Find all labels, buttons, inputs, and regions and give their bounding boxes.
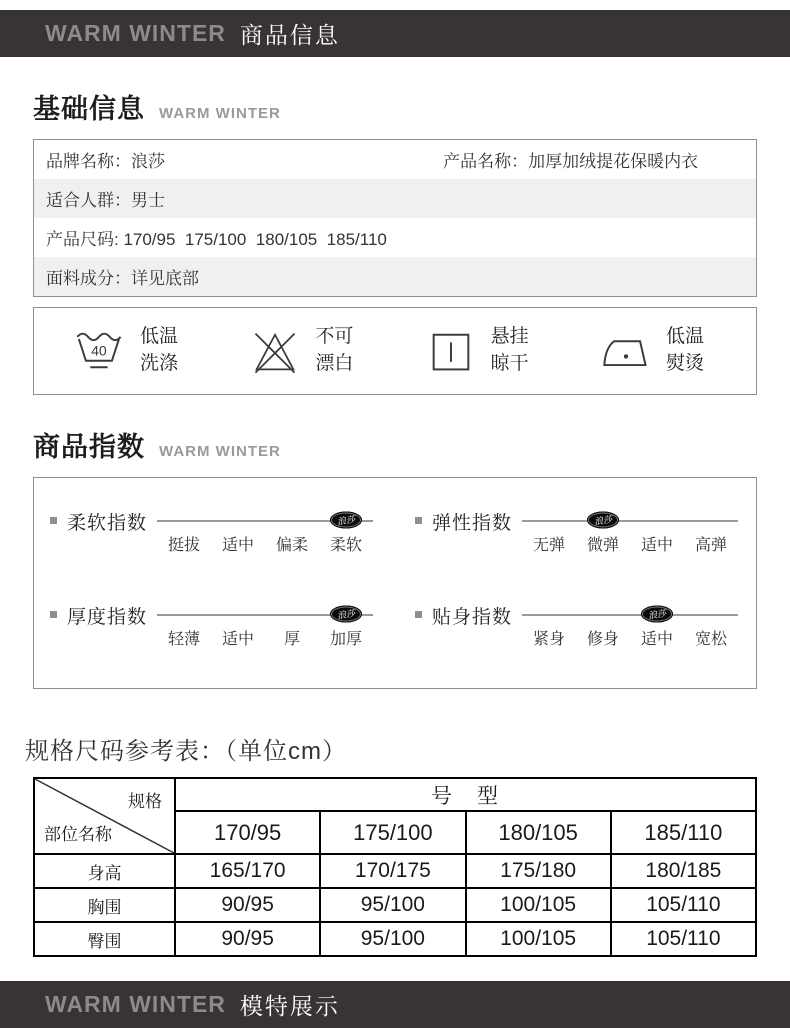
row-label: 臀围 — [34, 922, 175, 956]
target-group-cell: 适合人群：男士 — [46, 191, 165, 210]
section-title: 基础信息 — [33, 94, 145, 124]
size-table-heading: 规格尺码参考表：（单位cm） — [25, 738, 347, 765]
tick-label: 偏柔 — [275, 537, 308, 554]
table-cell: 90/95 — [175, 888, 320, 922]
care-label: 低温 洗涤 — [140, 326, 179, 374]
care-label: 悬挂 晾干 — [490, 326, 529, 374]
basic-info-table — [33, 139, 757, 297]
tick-label: 宽松 — [694, 631, 727, 648]
fabric-composition-cell: 面料成分：详见底部 — [46, 269, 199, 288]
section-subtitle: WARM WINTER — [159, 105, 281, 122]
table-row-hip — [34, 922, 756, 956]
tick-label: 适中 — [221, 537, 254, 554]
section-title: 商品指数 — [33, 432, 145, 462]
brand-name: WARM WINTER — [45, 20, 226, 46]
index-item-fit — [407, 602, 738, 654]
table-cell: 180/185 — [611, 854, 756, 888]
table-cell: 95/100 — [320, 922, 465, 956]
table-row — [34, 257, 756, 296]
size-column-header: 170/95 — [175, 811, 320, 854]
care-instructions-box — [33, 307, 757, 395]
table-cell: 175/180 — [466, 854, 611, 888]
care-item-bleach — [249, 324, 353, 377]
product-info-page — [0, 10, 790, 1019]
section-title: 模特展示 — [239, 993, 340, 1019]
size-reference-table — [33, 777, 757, 957]
index-item-thickness — [42, 602, 373, 654]
care-item-dry — [425, 324, 529, 377]
tick-label: 柔软 — [329, 537, 362, 554]
index-ticks — [157, 532, 373, 555]
top-brand-bar — [0, 10, 790, 57]
index-ticks — [522, 626, 738, 649]
brand-marker-icon: 浪莎 — [330, 512, 362, 529]
corner-label-spec: 规格 — [128, 792, 162, 811]
square-bullet-icon — [50, 611, 57, 618]
table-cell: 90/95 — [175, 922, 320, 956]
tick-label: 高弹 — [694, 537, 727, 554]
tick-label: 加厚 — [329, 631, 362, 648]
index-ticks — [522, 532, 738, 555]
brand-marker-icon: 浪莎 — [587, 512, 619, 529]
table-cell: 105/110 — [611, 888, 756, 922]
basic-info-heading — [33, 87, 757, 126]
page-title: 商品信息 — [239, 22, 340, 48]
table-row-chest — [34, 888, 756, 922]
brand-name-cell: 品牌名称：浪莎 — [46, 152, 165, 171]
table-cell: 95/100 — [320, 888, 465, 922]
table-row — [34, 179, 756, 218]
tick-label: 微弹 — [586, 537, 619, 554]
row-label: 胸围 — [34, 888, 175, 922]
index-track — [522, 508, 738, 560]
index-ticks — [157, 626, 373, 649]
tick-label: 适中 — [640, 631, 673, 648]
table-cell: 105/110 — [611, 922, 756, 956]
index-label: 弹性指数 — [432, 513, 513, 534]
product-name-cell: 产品名称：加厚加绒提花保暖内衣 — [443, 152, 699, 171]
bottom-brand-bar — [0, 981, 790, 1028]
brand-marker-icon: 浪莎 — [641, 606, 673, 623]
tick-label: 修身 — [586, 631, 619, 648]
square-bullet-icon — [50, 517, 57, 524]
index-track — [157, 602, 373, 654]
care-item-wash — [74, 324, 178, 377]
table-cell: 100/105 — [466, 888, 611, 922]
tick-label: 紧身 — [533, 631, 566, 648]
size-column-header: 175/100 — [320, 811, 465, 854]
care-label: 不可 漂白 — [315, 326, 354, 374]
table-cell: 100/105 — [466, 922, 611, 956]
index-track — [522, 602, 738, 654]
product-index-box — [33, 477, 757, 689]
table-row — [34, 778, 756, 811]
index-label: 厚度指数 — [67, 607, 148, 628]
index-item-softness — [42, 508, 373, 560]
iron-low-icon — [600, 325, 652, 377]
section-subtitle: WARM WINTER — [159, 443, 281, 460]
tick-label: 适中 — [221, 631, 254, 648]
index-label: 柔软指数 — [67, 513, 148, 534]
table-cell: 170/175 — [320, 854, 465, 888]
table-row — [34, 140, 756, 179]
product-index-heading — [33, 425, 757, 464]
index-item-elasticity — [407, 508, 738, 560]
index-track — [157, 508, 373, 560]
svg-text:40: 40 — [91, 342, 107, 359]
corner-label-part: 部位名称 — [44, 825, 112, 844]
wash-40-icon — [74, 325, 126, 377]
hang-dry-icon — [425, 325, 477, 377]
size-column-header: 180/105 — [466, 811, 611, 854]
square-bullet-icon — [415, 611, 422, 618]
tick-label: 轻薄 — [168, 631, 201, 648]
product-sizes-cell: 产品尺码: 170/95 175/100 180/105 185/110 — [46, 230, 387, 249]
tick-label: 适中 — [640, 537, 673, 554]
tick-label: 挺拔 — [168, 537, 201, 554]
diagonal-header-cell — [34, 778, 175, 854]
tick-label: 无弹 — [533, 537, 566, 554]
table-row-height — [34, 854, 756, 888]
care-item-iron — [600, 324, 704, 377]
brand-name: WARM WINTER — [45, 991, 226, 1017]
brand-marker-icon: 浪莎 — [330, 606, 362, 623]
index-line — [522, 614, 738, 616]
care-label: 低温 熨烫 — [665, 326, 704, 374]
size-column-header: 185/110 — [611, 811, 756, 854]
row-label: 身高 — [34, 854, 175, 888]
no-bleach-icon — [249, 325, 301, 377]
table-row — [34, 218, 756, 257]
table-cell: 165/170 — [175, 854, 320, 888]
index-label: 贴身指数 — [432, 607, 513, 628]
tick-label: 厚 — [283, 631, 300, 648]
square-bullet-icon — [415, 517, 422, 524]
span-header-cell: 号 型 — [175, 778, 756, 811]
index-line — [522, 520, 738, 522]
